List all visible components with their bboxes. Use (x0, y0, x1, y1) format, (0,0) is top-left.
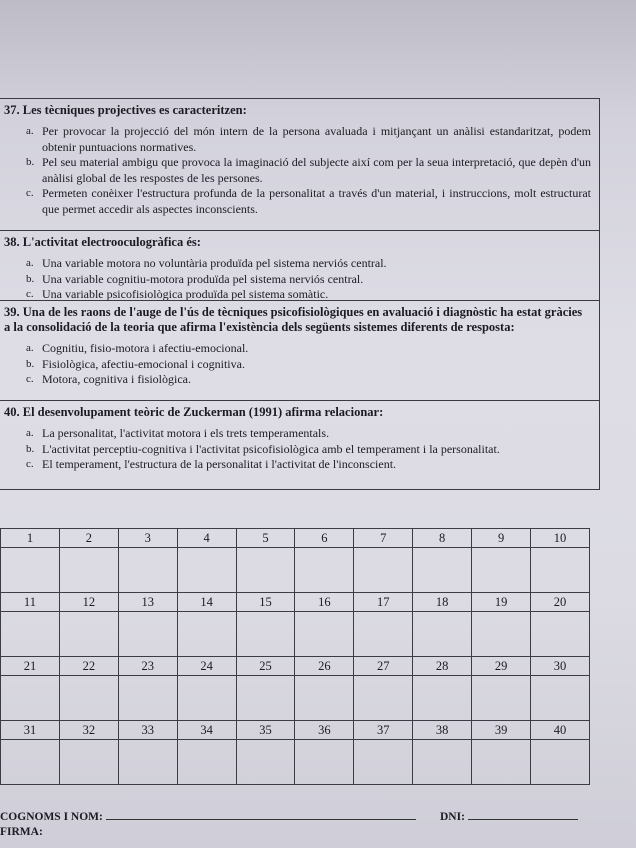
grid-answer-cell[interactable] (295, 548, 354, 593)
grid-answer-cell[interactable] (118, 676, 177, 721)
grid-answer-cell[interactable] (531, 612, 590, 657)
question-title: 40. El desenvolupament teòric de Zuckerman (1991) afirma relacionar: (4, 405, 384, 419)
grid-number-cell: 3 (118, 529, 177, 548)
option-a (26, 341, 591, 357)
question-38 (0, 230, 600, 300)
grid-number-cell: 5 (236, 529, 295, 548)
grid-number-cell: 29 (472, 657, 531, 676)
grid-number-cell: 13 (118, 593, 177, 612)
grid-number-cell: 36 (295, 721, 354, 740)
grid-number-cell: 30 (531, 657, 590, 676)
grid-answer-cell[interactable] (472, 740, 531, 785)
grid-number-cell: 38 (413, 721, 472, 740)
option-a (26, 124, 591, 155)
option-letter: c. (26, 373, 34, 385)
grid-number-cell: 14 (177, 593, 236, 612)
option-letter: b. (26, 272, 35, 285)
signature-field[interactable]: FIRMA: (0, 826, 43, 838)
grid-number-cell: 7 (354, 529, 413, 548)
grid-number-cell: 35 (236, 721, 295, 740)
question-37 (0, 98, 600, 230)
grid-answer-cell[interactable] (413, 676, 472, 721)
option-letter: a. (26, 342, 34, 354)
option-letter: a. (26, 257, 34, 269)
grid-answer-cell[interactable] (236, 548, 295, 593)
option-letter: b. (26, 442, 35, 455)
option-b (26, 442, 591, 458)
grid-answer-cell[interactable] (295, 612, 354, 657)
grid-answer-cell[interactable] (59, 612, 118, 657)
option-letter: c. (26, 187, 34, 199)
grid-answer-cell[interactable] (472, 676, 531, 721)
option-letter: b. (26, 357, 35, 370)
grid-number-cell: 1 (1, 529, 60, 548)
question-39 (0, 300, 600, 400)
option-letter: a. (26, 125, 34, 137)
grid-number-cell: 10 (531, 529, 590, 548)
grid-answer-cell[interactable] (413, 612, 472, 657)
grid-answer-row (1, 676, 590, 721)
grid-answer-cell[interactable] (59, 548, 118, 593)
grid-number-row (1, 529, 590, 548)
grid-number-cell: 26 (295, 657, 354, 676)
question-title: 37. Les tècniques projectives es caracteritzen: (4, 103, 247, 117)
grid-number-cell: 16 (295, 593, 354, 612)
question-title: 39. Una de les raons de l'auge de l'ús de tècniques psicofisiològiques en avaluació i diagnòstic ha estat gràcies a la consolidació de la teoria que afirma l'existència dels següents sistemes diferents de resposta: (4, 305, 583, 334)
option-text: El temperament, l'estructura de la personalitat i l'activitat de l'inconscient. (42, 457, 397, 471)
grid-number-row (1, 721, 590, 740)
grid-answer-cell[interactable] (118, 740, 177, 785)
grid-number-cell: 37 (354, 721, 413, 740)
grid-answer-cell[interactable] (531, 548, 590, 593)
option-text: Una variable motora no voluntària produïda pel sistema nerviós central. (42, 256, 387, 270)
option-b (26, 155, 591, 186)
grid-answer-cell[interactable] (472, 612, 531, 657)
grid-number-cell: 27 (354, 657, 413, 676)
grid-number-cell: 18 (413, 593, 472, 612)
grid-answer-cell[interactable] (236, 612, 295, 657)
grid-answer-cell[interactable] (236, 740, 295, 785)
grid-number-cell: 40 (531, 721, 590, 740)
grid-number-cell: 22 (59, 657, 118, 676)
grid-answer-cell[interactable] (59, 676, 118, 721)
grid-number-row (1, 657, 590, 676)
grid-number-cell: 20 (531, 593, 590, 612)
grid-answer-cell[interactable] (1, 612, 60, 657)
grid-number-cell: 6 (295, 529, 354, 548)
grid-number-cell: 9 (472, 529, 531, 548)
grid-answer-cell[interactable] (531, 676, 590, 721)
dni-input-line[interactable] (468, 819, 578, 820)
grid-number-cell: 33 (118, 721, 177, 740)
option-c (26, 372, 591, 388)
grid-answer-cell[interactable] (118, 548, 177, 593)
option-c (26, 186, 591, 217)
grid-number-cell: 32 (59, 721, 118, 740)
option-text: L'activitat perceptiu-cognitiva i l'activitat psicofisiològica amb el temperament i la personalitat. (42, 441, 500, 456)
grid-answer-cell[interactable] (472, 548, 531, 593)
grid-number-cell: 2 (59, 529, 118, 548)
option-text: La personalitat, l'activitat motora i els trets temperamentals. (42, 426, 330, 440)
option-letter: b. (26, 156, 35, 168)
grid-answer-cell[interactable] (354, 548, 413, 593)
name-field[interactable]: COGNOMS I NOM: (0, 811, 416, 823)
grid-number-cell: 39 (472, 721, 531, 740)
grid-number-cell: 25 (236, 657, 295, 676)
grid-number-cell: 23 (118, 657, 177, 676)
option-b (26, 357, 591, 373)
grid-number-row (1, 593, 590, 612)
grid-answer-cell[interactable] (1, 548, 60, 593)
option-text: Per provocar la projecció del món intern de la persona avaluada i mitjançant un anàlisi estandaritzat, podem obtenir puntuacions normatives. (42, 124, 591, 154)
grid-number-cell: 31 (1, 721, 60, 740)
grid-number-cell: 28 (413, 657, 472, 676)
grid-answer-cell[interactable] (177, 548, 236, 593)
grid-number-cell: 12 (59, 593, 118, 612)
grid-answer-row (1, 740, 590, 785)
grid-answer-cell[interactable] (354, 740, 413, 785)
grid-answer-cell[interactable] (59, 740, 118, 785)
grid-number-cell: 15 (236, 593, 295, 612)
option-letter: a. (26, 427, 34, 439)
grid-answer-cell[interactable] (1, 740, 60, 785)
option-letter: c. (26, 288, 34, 300)
option-letter: c. (26, 458, 34, 470)
option-text: Una variable psicofisiològica produïda pel sistema somàtic. (42, 287, 329, 301)
grid-answer-cell[interactable] (531, 740, 590, 785)
grid-number-cell: 8 (413, 529, 472, 548)
question-title: 38. L'activitat electrooculogràfica és: (4, 235, 201, 249)
grid-answer-row (1, 612, 590, 657)
dni-field[interactable]: DNI: (440, 811, 578, 823)
grid-answer-cell[interactable] (295, 740, 354, 785)
grid-number-cell: 11 (1, 593, 60, 612)
grid-answer-cell[interactable] (413, 740, 472, 785)
grid-number-cell: 19 (472, 593, 531, 612)
grid-number-cell: 17 (354, 593, 413, 612)
question-40 (0, 400, 600, 490)
name-input-line[interactable] (106, 819, 416, 820)
option-c (26, 457, 591, 473)
answer-grid (0, 528, 590, 785)
grid-answer-cell[interactable] (413, 548, 472, 593)
option-text: Fisiològica, afectiu-emocional i cognitiva. (42, 356, 245, 371)
option-text: Permeten conèixer l'estructura profunda de la personalitat a través d'un material, i instruccions, molt estructurat que permet accedir als aspectes inconscients. (42, 186, 591, 216)
grid-answer-cell[interactable] (177, 612, 236, 657)
option-text: Una variable cognitiu-motora produïda pel sistema nerviós central. (42, 271, 364, 286)
grid-number-cell: 24 (177, 657, 236, 676)
grid-answer-cell[interactable] (118, 612, 177, 657)
option-text: Motora, cognitiva i fisiològica. (42, 372, 191, 386)
grid-number-cell: 34 (177, 721, 236, 740)
option-text: Cognitiu, fisio-motora i afectiu-emocional. (42, 341, 249, 355)
grid-number-cell: 4 (177, 529, 236, 548)
grid-answer-cell[interactable] (295, 676, 354, 721)
grid-answer-cell[interactable] (354, 612, 413, 657)
option-a (26, 256, 591, 272)
grid-answer-row (1, 548, 590, 593)
option-b (26, 272, 591, 288)
grid-answer-cell[interactable] (236, 676, 295, 721)
option-text: Pel seu material ambigu que provoca la imaginació del subjecte així com per la seua interpretació, que depèn d'un anàlisi global de les respostes de les persones. (42, 155, 591, 185)
option-a (26, 426, 591, 442)
grid-number-cell: 21 (1, 657, 60, 676)
grid-answer-cell[interactable] (177, 740, 236, 785)
grid-answer-cell[interactable] (177, 676, 236, 721)
grid-answer-cell[interactable] (354, 676, 413, 721)
grid-answer-cell[interactable] (1, 676, 60, 721)
